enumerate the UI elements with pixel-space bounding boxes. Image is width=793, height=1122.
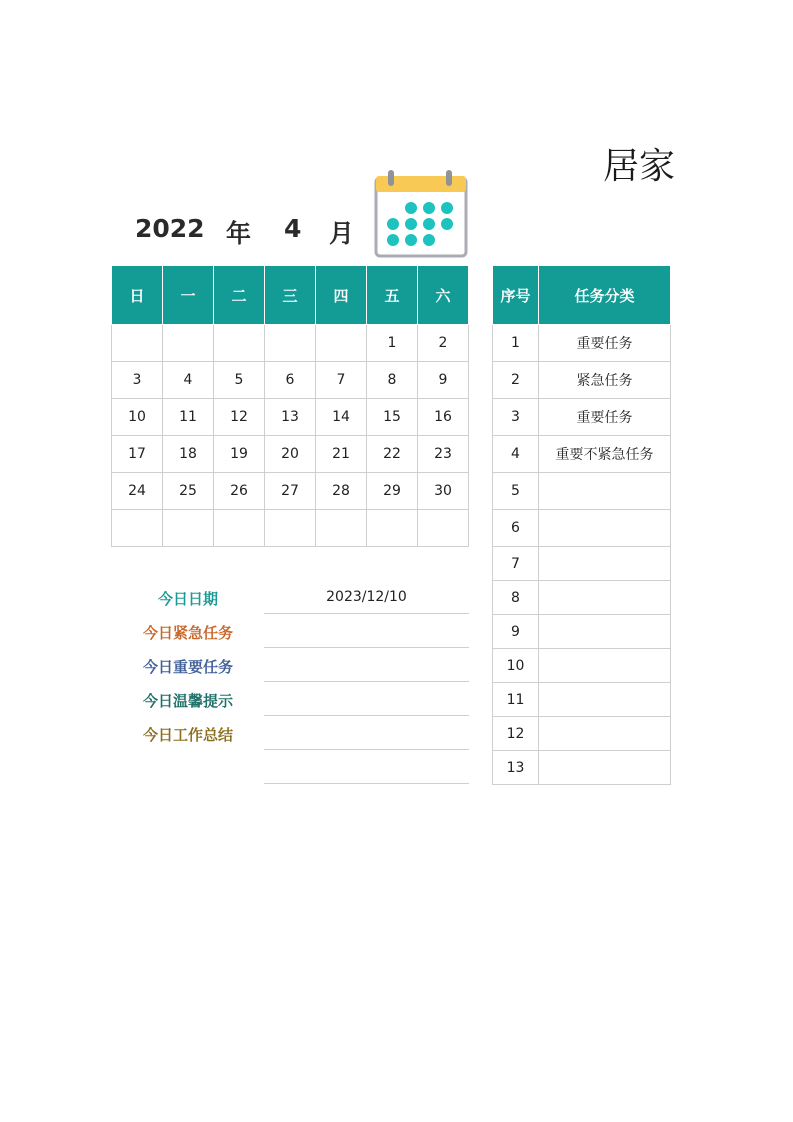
task-table [492,265,671,785]
calendar-day-cell[interactable]: 9 [418,362,469,399]
weekday-header: 二 [214,266,265,325]
task-index-cell: 6 [493,510,539,547]
task-category-cell[interactable]: 紧急任务 [539,362,671,399]
calendar-week-row [112,473,469,510]
task-category-cell[interactable] [539,510,671,547]
calendar-day-cell[interactable]: 19 [214,436,265,473]
weekday-header: 一 [163,266,214,325]
today-tips-label: 今日温馨提示 [142,692,233,710]
task-index-cell: 13 [493,751,539,785]
task-row [493,751,671,785]
today-urgent-field[interactable] [264,647,469,648]
page-title: 居家 [603,146,676,187]
calendar-day-cell[interactable] [316,510,367,547]
task-index-cell: 3 [493,399,539,436]
task-row [493,683,671,717]
calendar-day-cell[interactable]: 29 [367,473,418,510]
task-category-cell[interactable] [539,683,671,717]
today-summary-field-extra[interactable] [264,783,469,784]
month-unit: 月 [329,219,355,248]
year-unit: 年 [226,219,252,248]
task-category-cell[interactable] [539,615,671,649]
task-index-cell: 5 [493,473,539,510]
task-category-cell[interactable]: 重要任务 [539,325,671,362]
calendar-day-cell[interactable]: 24 [112,473,163,510]
task-row [493,547,671,581]
calendar-day-cell[interactable]: 5 [214,362,265,399]
task-index-cell: 10 [493,649,539,683]
calendar-day-cell[interactable]: 27 [265,473,316,510]
task-header-category: 任务分类 [539,266,671,325]
task-row [493,325,671,362]
today-summary-field[interactable] [264,749,469,750]
today-important-label: 今日重要任务 [142,658,233,676]
calendar-day-cell[interactable]: 4 [163,362,214,399]
task-row [493,436,671,473]
calendar-day-cell[interactable] [214,510,265,547]
task-row [493,473,671,510]
task-category-cell[interactable] [539,751,671,785]
calendar-week-row [112,325,469,362]
calendar-day-cell[interactable]: 2 [418,325,469,362]
calendar-weekday-row [112,266,469,325]
year-value: 2022 [135,214,205,243]
calendar-week-row [112,362,469,399]
calendar-day-cell[interactable] [316,325,367,362]
calendar-day-cell[interactable]: 8 [367,362,418,399]
calendar-day-cell[interactable]: 23 [418,436,469,473]
today-date-label: 今日日期 [157,590,218,608]
calendar-day-cell[interactable]: 1 [367,325,418,362]
calendar-day-cell[interactable]: 17 [112,436,163,473]
task-category-cell[interactable] [539,547,671,581]
calendar-day-cell[interactable]: 13 [265,399,316,436]
task-index-cell: 4 [493,436,539,473]
task-index-cell: 7 [493,547,539,581]
today-summary-label: 今日工作总结 [142,726,233,744]
task-header-index: 序号 [493,266,539,325]
today-tips-field[interactable] [264,715,469,716]
calendar-week-row [112,436,469,473]
task-header-row [493,266,671,325]
calendar-day-cell[interactable] [163,325,214,362]
calendar-day-cell[interactable]: 7 [316,362,367,399]
calendar-day-cell[interactable] [112,325,163,362]
task-row [493,510,671,547]
calendar-day-cell[interactable] [265,325,316,362]
task-index-cell: 1 [493,325,539,362]
today-urgent-label: 今日紧急任务 [142,624,233,642]
task-index-cell: 2 [493,362,539,399]
calendar-day-cell[interactable]: 12 [214,399,265,436]
task-row [493,717,671,751]
calendar-day-cell[interactable] [367,510,418,547]
task-row [493,649,671,683]
calendar-week-row [112,399,469,436]
calendar-day-cell[interactable]: 26 [214,473,265,510]
calendar-day-cell[interactable]: 25 [163,473,214,510]
calendar-day-cell[interactable] [214,325,265,362]
calendar-day-cell[interactable]: 20 [265,436,316,473]
task-category-cell[interactable] [539,473,671,510]
calendar-day-cell[interactable]: 30 [418,473,469,510]
task-row [493,615,671,649]
task-index-cell: 12 [493,717,539,751]
calendar-day-cell[interactable] [163,510,214,547]
calendar-table [111,265,469,547]
task-row [493,362,671,399]
task-row [493,399,671,436]
calendar-day-cell[interactable]: 11 [163,399,214,436]
weekday-header: 日 [112,266,163,325]
task-category-cell[interactable] [539,717,671,751]
calendar-day-cell[interactable]: 3 [112,362,163,399]
weekday-header: 六 [418,266,469,325]
weekday-header: 四 [316,266,367,325]
month-value: 4 [284,214,302,243]
calendar-day-cell[interactable]: 22 [367,436,418,473]
weekday-header: 五 [367,266,418,325]
calendar-day-cell[interactable] [265,510,316,547]
task-index-cell: 11 [493,683,539,717]
task-category-cell[interactable]: 重要不紧急任务 [539,436,671,473]
today-date-underline [264,613,469,614]
calendar-day-cell[interactable] [112,510,163,547]
calendar-day-cell[interactable]: 10 [112,399,163,436]
weekday-header: 三 [265,266,316,325]
calendar-week-row [112,510,469,547]
task-row [493,581,671,615]
task-category-cell[interactable]: 重要任务 [539,399,671,436]
task-category-cell[interactable] [539,581,671,615]
calendar-day-cell[interactable]: 6 [265,362,316,399]
calendar-day-cell[interactable]: 21 [316,436,367,473]
today-date-value[interactable]: 2023/12/10 [326,589,407,605]
task-category-cell[interactable] [539,649,671,683]
calendar-day-cell[interactable]: 15 [367,399,418,436]
task-index-cell: 8 [493,581,539,615]
calendar-day-cell[interactable]: 18 [163,436,214,473]
calendar-day-cell[interactable] [418,510,469,547]
task-index-cell: 9 [493,615,539,649]
calendar-day-cell[interactable]: 14 [316,399,367,436]
calendar-day-cell[interactable]: 28 [316,473,367,510]
calendar-icon [374,168,468,260]
today-important-field[interactable] [264,681,469,682]
calendar-day-cell[interactable]: 16 [418,399,469,436]
